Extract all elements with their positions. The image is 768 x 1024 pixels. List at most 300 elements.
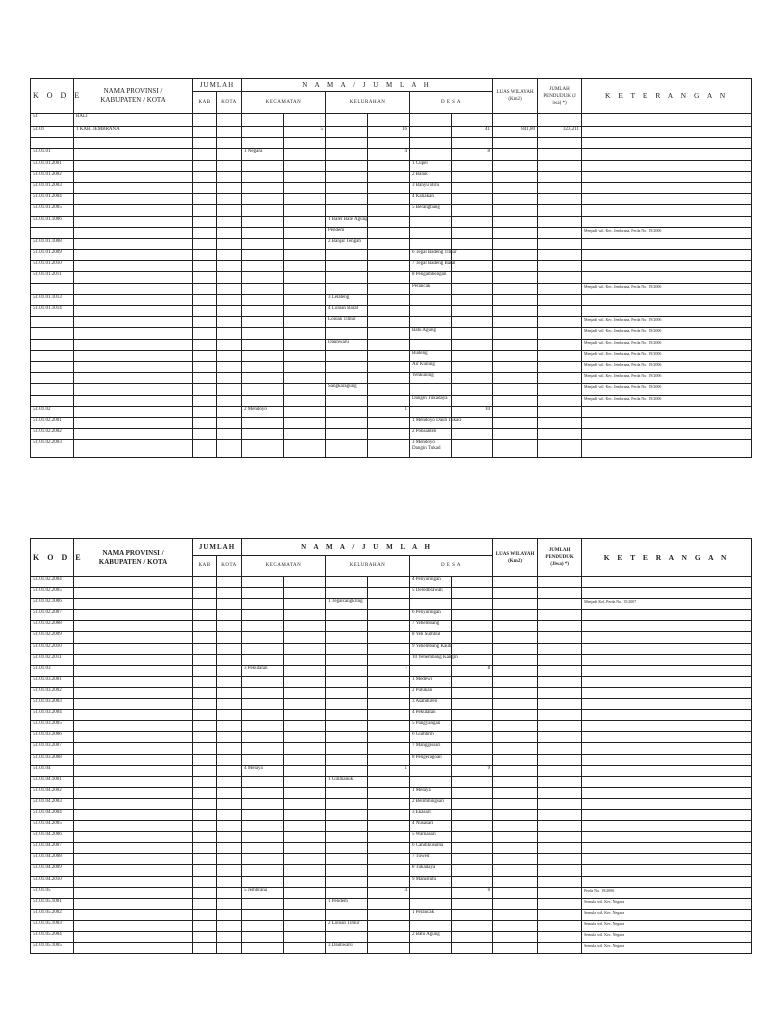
luas-cell	[493, 588, 538, 599]
kab-cell	[193, 699, 217, 710]
kecamatan-count-cell	[284, 417, 326, 428]
kab-cell	[193, 306, 217, 317]
kode-cell: 51.01.02.2004	[31, 577, 74, 588]
kelurahan-count-cell	[368, 171, 410, 182]
penduduk-cell	[538, 643, 582, 654]
nama-cell	[74, 588, 193, 599]
kecamatan-count-cell	[284, 171, 326, 182]
kode-cell: 51.01.02.2001	[31, 417, 74, 428]
keterangan-cell: Semula wil. Kec. Negara	[582, 932, 752, 943]
keterangan-cell: Menjadi wil. Kec. Jembrana, Perda No. 19/2006	[582, 317, 752, 328]
kota-cell	[217, 665, 242, 676]
keterangan-cell	[582, 610, 752, 621]
keterangan-cell	[582, 721, 752, 732]
kode-cell: 51.01.01.2001	[31, 160, 74, 171]
desa-name-cell	[410, 943, 452, 954]
kota-cell	[217, 898, 242, 909]
kecamatan-count-cell	[284, 887, 326, 898]
kecamatan-count-cell	[284, 361, 326, 372]
desa-count-cell: 8	[452, 665, 493, 676]
kecamatan-name-cell	[242, 754, 284, 765]
penduduk-cell	[538, 577, 582, 588]
table-row	[31, 876, 752, 887]
table-row	[31, 294, 752, 305]
desa-count-cell	[452, 317, 493, 328]
keterangan-cell	[582, 216, 752, 227]
kelurahan-count-cell	[368, 440, 410, 458]
desa-count-cell	[452, 610, 493, 621]
penduduk-cell	[538, 373, 582, 384]
kab-cell	[193, 272, 217, 283]
desa-count-cell	[452, 577, 493, 588]
luas-cell	[493, 909, 538, 920]
kecamatan-count-cell	[284, 339, 326, 350]
desa-name-cell: 1 Medewi	[410, 676, 452, 687]
header-kecamatan: KECAMATAN	[242, 556, 326, 577]
nama-cell	[74, 699, 193, 710]
table-row	[31, 350, 752, 361]
kab-cell	[193, 216, 217, 227]
kelurahan-count-cell	[368, 687, 410, 698]
luas-cell	[493, 577, 538, 588]
keterangan-cell	[582, 429, 752, 440]
kecamatan-count-cell	[284, 350, 326, 361]
kelurahan-count-cell	[368, 721, 410, 732]
nama-cell	[74, 932, 193, 943]
penduduk-cell	[538, 328, 582, 339]
nama-cell	[74, 643, 193, 654]
keterangan-cell	[582, 854, 752, 865]
table-row	[31, 114, 752, 127]
nama-cell	[74, 294, 193, 305]
nama-cell	[74, 149, 193, 160]
desa-name-cell: 4 Kaliakah	[410, 194, 452, 205]
nama-cell	[74, 250, 193, 261]
nama-cell	[74, 440, 193, 458]
desa-name-cell	[410, 887, 452, 898]
luas-cell	[493, 373, 538, 384]
keterangan-cell	[582, 787, 752, 798]
header-desa: D E S A	[410, 556, 493, 577]
desa-count-cell	[452, 632, 493, 643]
kecamatan-count-cell	[284, 317, 326, 328]
desa-name-cell	[410, 306, 452, 317]
kecamatan-count-cell	[284, 272, 326, 283]
kab-cell	[193, 732, 217, 743]
nama-cell	[74, 171, 193, 182]
desa-name-cell	[410, 227, 452, 238]
luas-cell	[493, 216, 538, 227]
luas-cell	[493, 809, 538, 820]
kelurahan-name-cell	[326, 182, 368, 193]
keterangan-cell	[582, 194, 752, 205]
kab-cell	[193, 932, 217, 943]
kota-cell	[217, 227, 242, 238]
nama-cell	[74, 898, 193, 909]
luas-cell	[493, 654, 538, 665]
kota-cell	[217, 743, 242, 754]
table-row	[31, 317, 752, 328]
kode-cell	[31, 350, 74, 361]
kode-cell: 51.01.01.2005	[31, 205, 74, 216]
desa-count-cell: 9	[452, 765, 493, 776]
penduduk-cell	[538, 261, 582, 272]
kelurahan-name-cell	[326, 887, 368, 898]
kecamatan-name-cell	[242, 776, 284, 787]
table-row	[31, 361, 752, 372]
kelurahan-name-cell	[326, 261, 368, 272]
penduduk-cell	[538, 588, 582, 599]
desa-count-cell	[452, 676, 493, 687]
kecamatan-count-cell	[284, 194, 326, 205]
kode-cell: 51.01.04.2007	[31, 843, 74, 854]
luas-cell	[493, 821, 538, 832]
kelurahan-name-cell: 1 Pendem	[326, 898, 368, 909]
desa-count-cell	[452, 114, 493, 127]
table-row	[31, 865, 752, 876]
kab-cell	[193, 440, 217, 458]
table-row	[31, 182, 752, 193]
desa-count-cell	[452, 306, 493, 317]
kecamatan-name-cell	[242, 350, 284, 361]
nama-cell	[74, 821, 193, 832]
nama-cell	[74, 373, 193, 384]
header-jumlah-penduduk: JUMLAH PENDUDUK (J iwa) *)	[538, 79, 582, 114]
kelurahan-name-cell	[326, 361, 368, 372]
nama-cell	[74, 227, 193, 238]
header-luas-wilayah: LUAS WILAYAH (Km2)	[493, 539, 538, 577]
desa-name-cell: Dangin Tukadaya	[410, 395, 452, 406]
desa-name-cell: 3 Mendoyo Dangin Tukad	[410, 440, 452, 458]
kelurahan-name-cell	[326, 699, 368, 710]
kelurahan-name-cell	[326, 654, 368, 665]
luas-cell	[493, 665, 538, 676]
kelurahan-name-cell	[326, 149, 368, 160]
nama-cell	[74, 754, 193, 765]
kecamatan-name-cell	[242, 429, 284, 440]
keterangan-cell	[582, 588, 752, 599]
kecamatan-name-cell	[242, 339, 284, 350]
kelurahan-count-cell: 1	[368, 406, 410, 417]
header-keterangan: K E T E R A N G A N	[582, 539, 752, 577]
kecamatan-count-cell	[284, 294, 326, 305]
kota-cell	[217, 843, 242, 854]
penduduk-cell	[538, 699, 582, 710]
kode-cell: 51.01.01.2002	[31, 171, 74, 182]
penduduk-cell	[538, 632, 582, 643]
desa-count-cell	[452, 798, 493, 809]
nama-cell	[74, 887, 193, 898]
kode-cell: 51.01.04.2005	[31, 821, 74, 832]
kecamatan-count-cell	[284, 577, 326, 588]
desa-count-cell	[452, 588, 493, 599]
kab-cell	[193, 621, 217, 632]
kecamatan-count-cell	[284, 809, 326, 820]
desa-name-cell	[410, 384, 452, 395]
table-row	[31, 787, 752, 798]
kecamatan-count-cell	[284, 754, 326, 765]
kecamatan-count-cell	[284, 205, 326, 216]
desa-count-cell	[452, 699, 493, 710]
kota-cell	[217, 339, 242, 350]
kab-cell	[193, 710, 217, 721]
kode-cell: 51.01.01.2010	[31, 261, 74, 272]
kecamatan-name-cell	[242, 294, 284, 305]
kecamatan-count-cell	[284, 599, 326, 610]
luas-cell	[493, 676, 538, 687]
nama-cell: 1 KAB. JEMBRANA	[74, 127, 193, 138]
kelurahan-name-cell	[326, 821, 368, 832]
kecamatan-count-cell	[284, 632, 326, 643]
desa-name-cell: Budeng	[410, 350, 452, 361]
kab-cell	[193, 373, 217, 384]
kab-cell	[193, 687, 217, 698]
header-jumlah: JUMLAH	[193, 539, 242, 556]
kab-cell	[193, 182, 217, 193]
kelurahan-count-cell	[368, 676, 410, 687]
kelurahan-name-cell	[326, 171, 368, 182]
keterangan-cell	[582, 732, 752, 743]
kecamatan-name-cell	[242, 699, 284, 710]
luas-cell	[493, 227, 538, 238]
kecamatan-count-cell	[284, 721, 326, 732]
kab-cell	[193, 417, 217, 428]
kelurahan-name-cell	[326, 429, 368, 440]
kelurahan-count-cell	[368, 898, 410, 909]
kecamatan-name-cell	[242, 194, 284, 205]
desa-name-cell: 6 Penyaringan	[410, 610, 452, 621]
kelurahan-count-cell: 4	[368, 149, 410, 160]
kecamatan-count-cell	[284, 610, 326, 621]
desa-count-cell: 10	[452, 406, 493, 417]
kab-cell	[193, 865, 217, 876]
kecamatan-count-cell	[284, 876, 326, 887]
luas-cell	[493, 149, 538, 160]
nama-cell	[74, 182, 193, 193]
nama-cell	[74, 876, 193, 887]
kode-cell	[31, 384, 74, 395]
luas-cell	[493, 306, 538, 317]
kelurahan-count-cell	[368, 350, 410, 361]
kecamatan-count-cell	[284, 865, 326, 876]
kode-cell: 51.01.01.1013	[31, 294, 74, 305]
kecamatan-count-cell	[284, 373, 326, 384]
kecamatan-name-cell	[242, 283, 284, 294]
keterangan-cell	[582, 149, 752, 160]
kelurahan-count-cell	[368, 429, 410, 440]
nama-cell	[74, 909, 193, 920]
table-row	[31, 621, 752, 632]
penduduk-cell	[538, 406, 582, 417]
luas-cell	[493, 754, 538, 765]
kelurahan-name-cell	[326, 865, 368, 876]
kota-cell	[217, 127, 242, 138]
kota-cell	[217, 932, 242, 943]
desa-name-cell: 5 Pangyangan	[410, 721, 452, 732]
nama-cell	[74, 361, 193, 372]
kab-cell	[193, 843, 217, 854]
kecamatan-name-cell: 4 Melaya	[242, 765, 284, 776]
keterangan-cell: Menjadi Kel. Perda No. 15/2007	[582, 599, 752, 610]
kode-cell: 51.01.03.2004	[31, 710, 74, 721]
desa-name-cell: 2 Pulukan	[410, 687, 452, 698]
desa-count-cell	[452, 294, 493, 305]
kecamatan-name-cell	[242, 610, 284, 621]
kab-cell	[193, 339, 217, 350]
kota-cell	[217, 865, 242, 876]
kota-cell	[217, 160, 242, 171]
kota-cell	[217, 238, 242, 249]
nama-cell	[74, 832, 193, 843]
kota-cell	[217, 429, 242, 440]
luas-cell	[493, 887, 538, 898]
keterangan-cell	[582, 306, 752, 317]
kecamatan-name-cell	[242, 205, 284, 216]
kecamatan-name-cell	[242, 361, 284, 372]
kecamatan-name-cell	[242, 373, 284, 384]
penduduk-cell	[538, 227, 582, 238]
kode-cell: 51.01.04.2008	[31, 854, 74, 865]
desa-count-cell	[452, 350, 493, 361]
kelurahan-count-cell	[368, 395, 410, 406]
nama-cell	[74, 654, 193, 665]
kota-cell	[217, 216, 242, 227]
desa-name-cell: 1 Melaya	[410, 787, 452, 798]
keterangan-cell: Menjadi wil. Kec. Jembrana, Perda No. 19/2006	[582, 227, 752, 238]
kab-cell	[193, 238, 217, 249]
kab-cell	[193, 283, 217, 294]
kecamatan-count-cell	[284, 138, 326, 149]
nama-cell	[74, 205, 193, 216]
desa-count-cell	[452, 909, 493, 920]
kelurahan-count-cell	[368, 577, 410, 588]
luas-cell	[493, 743, 538, 754]
kecamatan-count-cell	[284, 787, 326, 798]
kelurahan-name-cell: Pendem	[326, 227, 368, 238]
desa-count-cell	[452, 238, 493, 249]
kab-cell	[193, 743, 217, 754]
kab-cell	[193, 194, 217, 205]
kab-cell	[193, 384, 217, 395]
kota-cell	[217, 599, 242, 610]
desa-name-cell: 6 Gumbrih	[410, 732, 452, 743]
nama-cell	[74, 395, 193, 406]
kelurahan-name-cell: 1 Baler Bale Agung	[326, 216, 368, 227]
kode-cell: 51.01.04.2004	[31, 809, 74, 820]
desa-count-cell	[452, 138, 493, 149]
nama-cell	[74, 339, 193, 350]
desa-count-cell	[452, 721, 493, 732]
kode-cell: 51.01.04.2006	[31, 832, 74, 843]
nama-cell	[74, 843, 193, 854]
kota-cell	[217, 294, 242, 305]
kecamatan-name-cell: 5 Jembrana	[242, 887, 284, 898]
desa-name-cell: 9 Manistutu	[410, 876, 452, 887]
keterangan-cell	[582, 621, 752, 632]
table-row	[31, 710, 752, 721]
kab-cell	[193, 887, 217, 898]
kota-cell	[217, 361, 242, 372]
kode-cell	[31, 361, 74, 372]
kab-cell	[193, 261, 217, 272]
kecamatan-name-cell	[242, 238, 284, 249]
penduduk-cell	[538, 429, 582, 440]
luas-cell	[493, 621, 538, 632]
header-nama-jumlah: N A M A / J U M L A H	[242, 539, 493, 556]
desa-count-cell	[452, 171, 493, 182]
kelurahan-count-cell	[368, 732, 410, 743]
kecamatan-count-cell	[284, 798, 326, 809]
penduduk-cell	[538, 809, 582, 820]
kota-cell	[217, 306, 242, 317]
desa-name-cell	[410, 114, 452, 127]
nama-cell	[74, 732, 193, 743]
penduduk-cell	[538, 216, 582, 227]
desa-name-cell: 1 Perancak	[410, 909, 452, 920]
luas-cell	[493, 610, 538, 621]
kab-cell	[193, 809, 217, 820]
kecamatan-count-cell	[284, 920, 326, 931]
luas-cell	[493, 599, 538, 610]
kelurahan-count-cell	[368, 865, 410, 876]
kode-cell: 51.01.01.2004	[31, 194, 74, 205]
kode-cell	[31, 227, 74, 238]
kota-cell	[217, 943, 242, 954]
kelurahan-count-cell	[368, 373, 410, 384]
kode-cell: 51.01.01.2011	[31, 272, 74, 283]
kab-cell	[193, 876, 217, 887]
kecamatan-name-cell	[242, 643, 284, 654]
kab-cell	[193, 787, 217, 798]
kecamatan-name-cell: 1 Negara	[242, 149, 284, 160]
kelurahan-count-cell	[368, 328, 410, 339]
kelurahan-count-cell	[368, 114, 410, 127]
penduduk-cell	[538, 932, 582, 943]
kelurahan-name-cell	[326, 205, 368, 216]
kode-cell: 51.01.05	[31, 887, 74, 898]
kelurahan-count-cell	[368, 205, 410, 216]
header-luas-wilayah: LUAS WILAYAH (Km2)	[493, 79, 538, 114]
luas-cell	[493, 429, 538, 440]
keterangan-cell	[582, 417, 752, 428]
keterangan-cell	[582, 406, 752, 417]
kecamatan-name-cell	[242, 632, 284, 643]
desa-name-cell: 6 Candikusuma	[410, 843, 452, 854]
desa-count-cell	[452, 876, 493, 887]
kelurahan-name-cell	[326, 328, 368, 339]
kecamatan-count-cell: 5	[284, 127, 326, 138]
kode-cell: 51.01.04.2009	[31, 865, 74, 876]
kelurahan-count-cell	[368, 743, 410, 754]
header-kode: K O D E	[31, 79, 74, 114]
kelurahan-name-cell	[326, 854, 368, 865]
kab-cell	[193, 765, 217, 776]
kab-cell	[193, 754, 217, 765]
nama-cell	[74, 406, 193, 417]
kecamatan-count-cell	[284, 821, 326, 832]
desa-count-cell	[452, 599, 493, 610]
keterangan-cell: Menjadi wil. Kec. Jembrana, Perda No. 19/2006	[582, 350, 752, 361]
header-kab: KAB	[193, 92, 217, 114]
desa-name-cell: 7 Manggissari	[410, 743, 452, 754]
kode-cell: 51.01.05.2002	[31, 909, 74, 920]
table-row	[31, 887, 752, 898]
penduduk-cell	[538, 417, 582, 428]
kelurahan-count-cell	[368, 306, 410, 317]
penduduk-cell	[538, 317, 582, 328]
table-row	[31, 909, 752, 920]
luas-cell	[493, 699, 538, 710]
